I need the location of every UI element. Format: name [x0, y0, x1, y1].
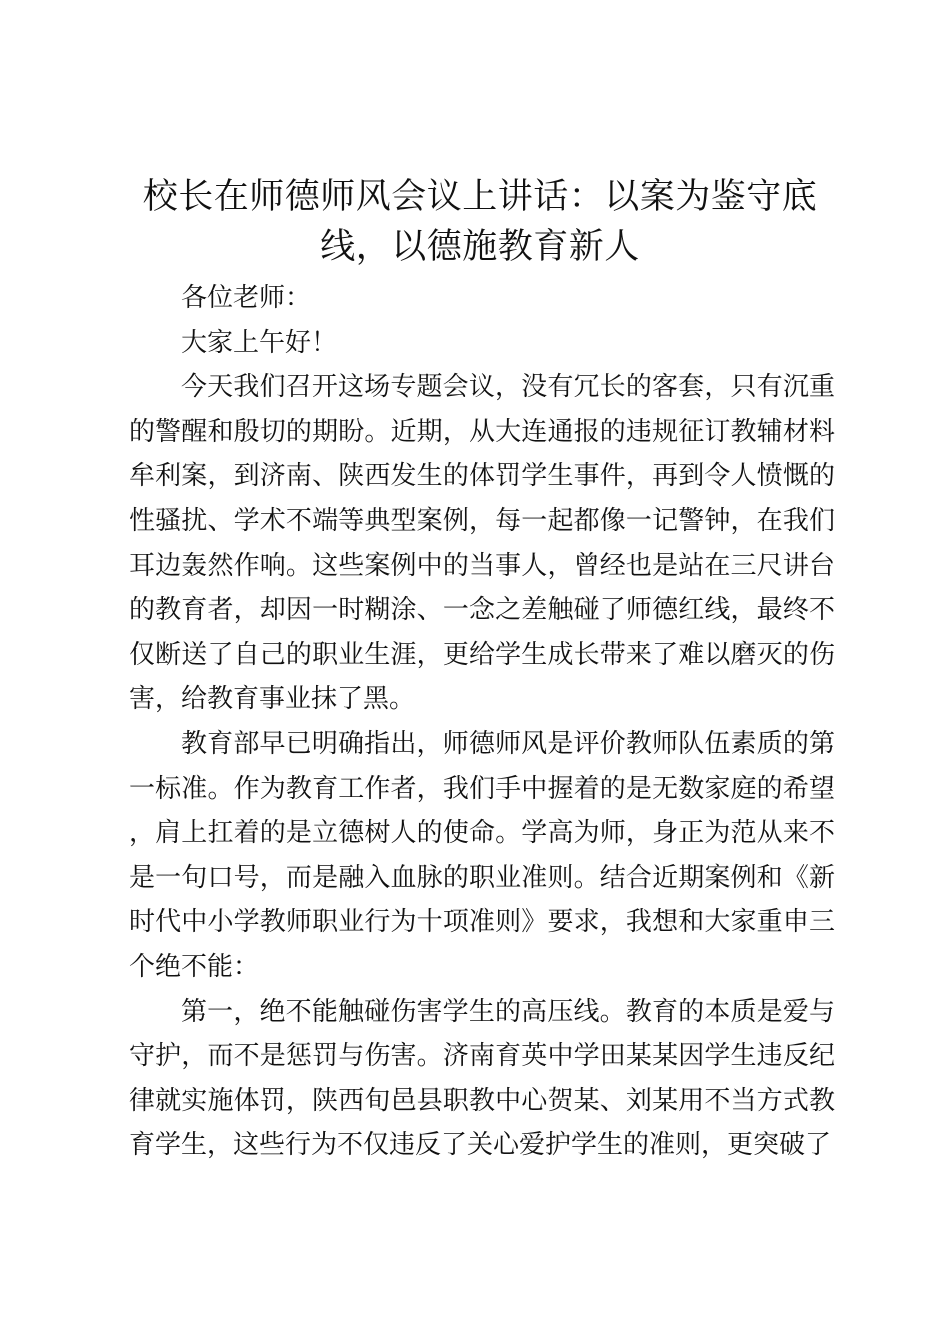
document-title: 校长在师德师风会议上讲话：以案为鉴守底线，以德施教育新人 [142, 177, 818, 267]
paragraph-standards: 教育部早已明确指出，师德师风是评价教师队伍素质的第一标准。作为教育工作者，我们手中握着的是无数家庭的希望，肩上扛着的是立德树人的使命。学高为师，身正为范从来不是一句口号，而是融入血脉的职业准则。结合近期案例和《新时代中小学教师职业行为十项准则》要求，我想和大家重申三个绝不能： [129, 728, 835, 982]
document-body [129, 276, 835, 1168]
salutation: 各位老师： [181, 283, 312, 313]
paragraph-intro: 今天我们召开这场专题会议，没有冗长的客套，只有沉重的警醒和殷切的期盼。近期，从大连通报的违规征订教辅材料牟利案，到济南、陕西发生的体罚学生事件，再到令人愤慨的性骚扰、学术不端等典型案例，每一起都像一记警钟，在我们耳边轰然作响。这些案例中的当事人，曾经也是站在三尺讲台的教育者，却因一时糊涂、一念之差触碰了师德红线，最终不仅断送了自己的职业生涯，更给学生成长带来了难以磨灭的伤害，给教育事业抹了黑。 [129, 372, 835, 715]
paragraph-point-one: 第一，绝不能触碰伤害学生的高压线。教育的本质是爱与守护，而不是惩罚与伤害。济南育英中学田某某因学生违反纪律就实施体罚，陕西旬邑县职教中心贺某、刘某用不当方式教育学生，这些行为不仅违反了关心爱护学生的准则，更突破了 [129, 996, 835, 1161]
greeting: 大家上午好！ [181, 327, 338, 358]
